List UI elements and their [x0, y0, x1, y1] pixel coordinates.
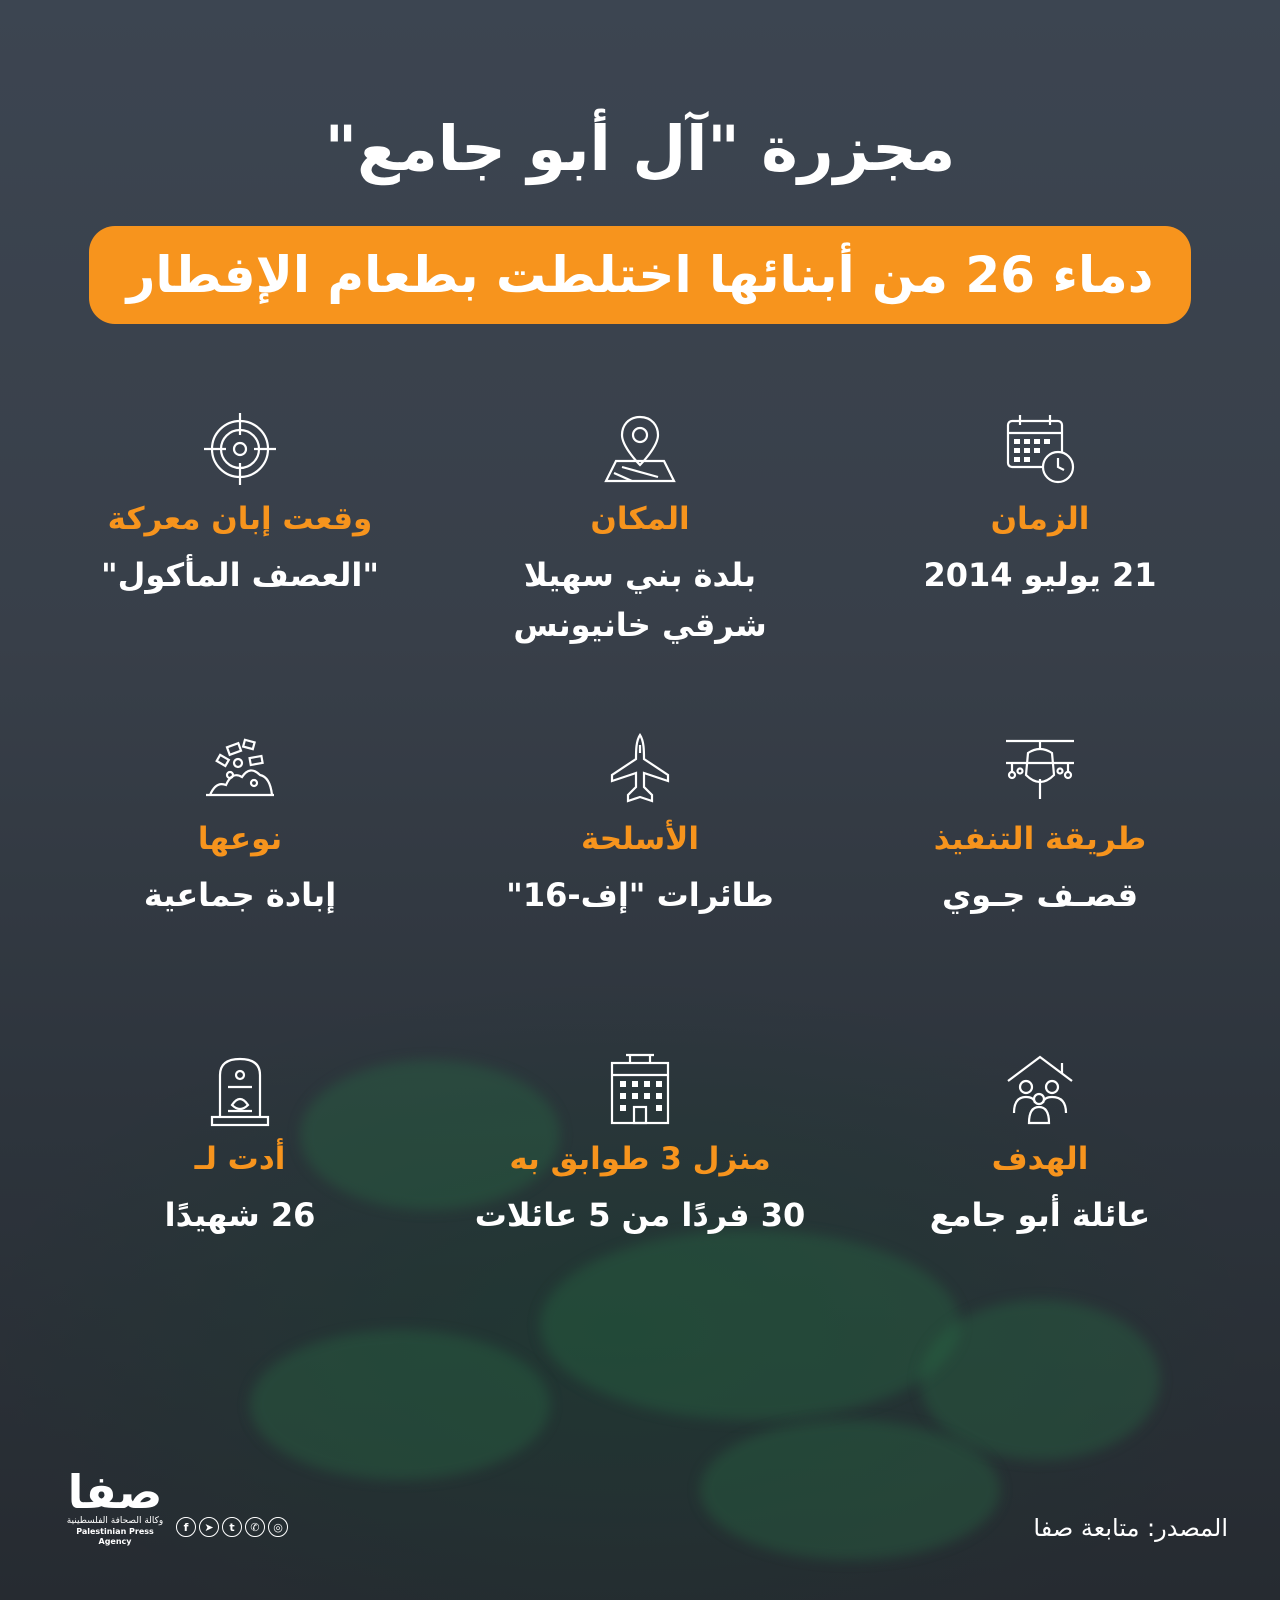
logo-english: Palestinian Press Agency: [76, 1527, 154, 1546]
logo-arabic: وكالة الصحافة الفلسطينية: [66, 1516, 164, 1526]
item-value: 30 فردًا من 5 عائلات: [474, 1196, 806, 1234]
info-item-result: [50, 1050, 430, 1240]
info-item-house: [450, 1050, 830, 1240]
info-item-weapons: [450, 730, 830, 920]
info-item-type: [50, 730, 430, 920]
subtitle-banner: [89, 226, 1191, 324]
logo-word: صفا: [67, 1465, 163, 1519]
map-pin-icon: [450, 410, 830, 488]
family-house-icon: [850, 1050, 1230, 1128]
info-item-place: [450, 410, 830, 650]
item-value: طائرات "إف-16": [506, 876, 774, 914]
item-label: منزل 3 طوابق به: [509, 1141, 771, 1177]
item-value: قصـف جـوي: [941, 876, 1139, 914]
item-label: نوعها: [197, 821, 283, 857]
safa-logo: [60, 1465, 170, 1547]
item-value: "العصف المأكول": [100, 556, 380, 594]
crosshair-icon: [50, 410, 430, 488]
item-label: الهدف: [991, 1141, 1089, 1177]
whatsapp-icon: ✆: [245, 1517, 265, 1537]
item-value: 26 شهيدًا: [164, 1196, 316, 1234]
item-label: الأسلحة: [581, 821, 699, 857]
info-item-time: [850, 410, 1230, 600]
source-note: المصدر: متابعة صفا: [1033, 1514, 1228, 1542]
gravestone-icon: [50, 1050, 430, 1128]
item-value: بلدة بني سهيلا شرقي خانيونس: [513, 556, 767, 644]
item-value: 21 يوليو 2014: [923, 556, 1157, 594]
item-label: المكان: [590, 501, 690, 537]
item-label: الزمان: [990, 501, 1090, 537]
fighter-jet-icon: [450, 730, 830, 808]
item-value: إبادة جماعية: [143, 876, 337, 914]
item-label: طريقة التنفيذ: [933, 821, 1147, 857]
helicopter-icon: [850, 730, 1230, 808]
info-item-battle: [50, 410, 430, 600]
item-label: وقعت إبان معركة: [107, 501, 373, 537]
building-icon: [450, 1050, 830, 1128]
telegram-icon: ➤: [199, 1517, 219, 1537]
item-value: عائلة أبو جامع: [929, 1196, 1151, 1234]
info-item-target: [850, 1050, 1230, 1240]
twitter-icon: t: [222, 1517, 242, 1537]
instagram-icon: ◎: [268, 1517, 288, 1537]
subtitle-text: دماء 26 من أبنائها اختلطت بطعام الإفطار: [126, 246, 1154, 304]
calendar-clock-icon: [850, 410, 1230, 488]
rubble-icon: [50, 730, 430, 808]
info-item-method: [850, 730, 1230, 920]
page-title: مجزرة "آل أبو جامع": [324, 112, 956, 185]
facebook-icon: f: [176, 1517, 196, 1537]
social-icons: [176, 1517, 288, 1537]
item-label: أدت لـ: [194, 1141, 286, 1177]
